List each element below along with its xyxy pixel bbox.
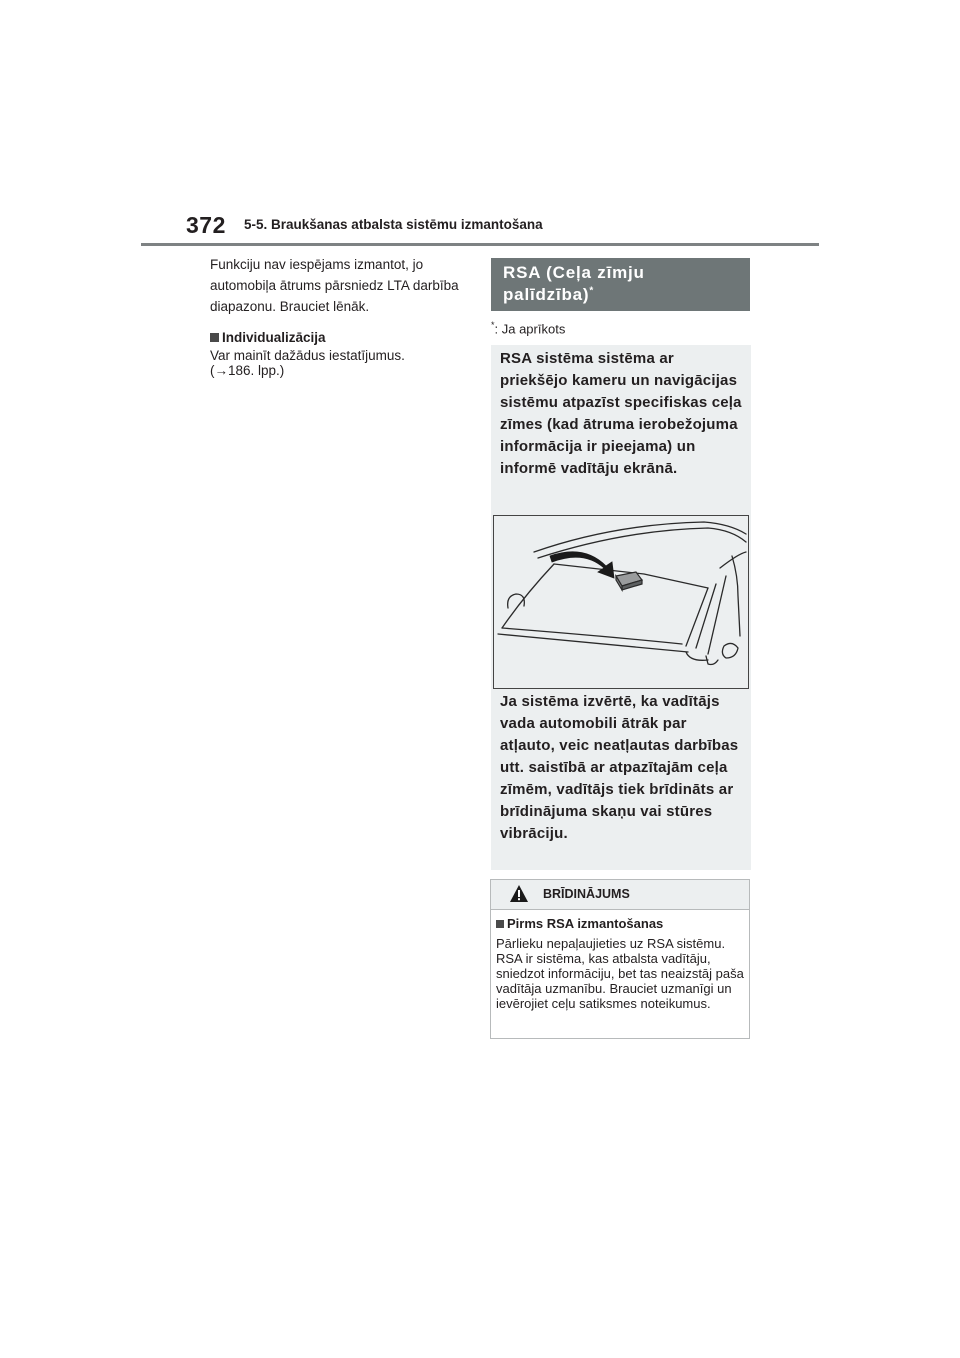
warning-box: [490, 879, 750, 1039]
warning-header: [491, 880, 749, 910]
left-column: [210, 254, 460, 378]
header-rule: [141, 243, 819, 246]
customization-heading: [210, 327, 460, 348]
rsa-section-banner: [491, 258, 750, 311]
section-title: 5-5. Braukšanas atbalsta sistēmu izmantošana: [244, 217, 543, 232]
warning-body: [491, 910, 749, 1011]
rsa-description-top: RSA sistēma sistēma ar priekšējo kameru un navigācijas sistēmu atpazīst specifiskas ceļa zīmes (kad ātruma ierobežojuma informācija ir pieejama) un informē vadītāju ekrānā.: [500, 350, 742, 477]
rsa-description-bottom: Ja sistēma izvērtē, ka vadītājs vada automobili ātrāk par atļauto, veic neatļautas darbības utt. saistībā ar atpazītajām ceļa zīmēm, vadītājs tiek brīdināts ar brīdinājuma skaņu vai stūres vibrāciju.: [500, 693, 739, 842]
customization-heading-text: Individualizācija: [222, 330, 326, 345]
footnote: [491, 320, 565, 336]
rsa-banner-asterisk: *: [589, 285, 595, 297]
warning-text: Pārlieku nepaļaujieties uz RSA sistēmu. RSA ir sistēma, kas atbalsta vadītāju, sniedzot informāciju, bet tas neaizstāj paša vadītāja uzmanību. Brauciet uzmanīgi un ievērojiet ceļu satiksmes noteikumus.: [496, 936, 744, 1011]
windshield-camera-illustration: [493, 515, 749, 689]
warning-subheading-text: Pirms RSA izmantošanas: [507, 916, 664, 931]
footnote-text: : Ja aprīkots: [494, 321, 566, 337]
warning-subheading: [496, 916, 744, 931]
square-bullet-icon: [496, 920, 504, 928]
reference-open-paren: (: [210, 363, 215, 378]
square-bullet-icon: [210, 333, 219, 342]
customization-body: Var mainīt dažādus iestatījumus.: [210, 348, 405, 363]
warning-triangle-icon: [509, 884, 529, 903]
windshield-camera-icon: [494, 516, 748, 688]
reference-page: 186. lpp.): [228, 363, 285, 378]
warning-label: BRĪDINĀJUMS: [543, 887, 630, 901]
page-number: 372: [186, 212, 226, 238]
intro-text: Funkciju nav iespējams izmantot, jo automobiļa ātrums pārsniedz LTA darbība diapazonu. Brauciet lēnāk.: [210, 257, 459, 314]
arrow-right-icon: →: [214, 363, 228, 378]
page-reference[interactable]: [210, 363, 460, 378]
rsa-banner-title: RSA (Ceļa zīmju palīdzība): [503, 263, 645, 304]
footnote-mark: *: [491, 320, 495, 330]
